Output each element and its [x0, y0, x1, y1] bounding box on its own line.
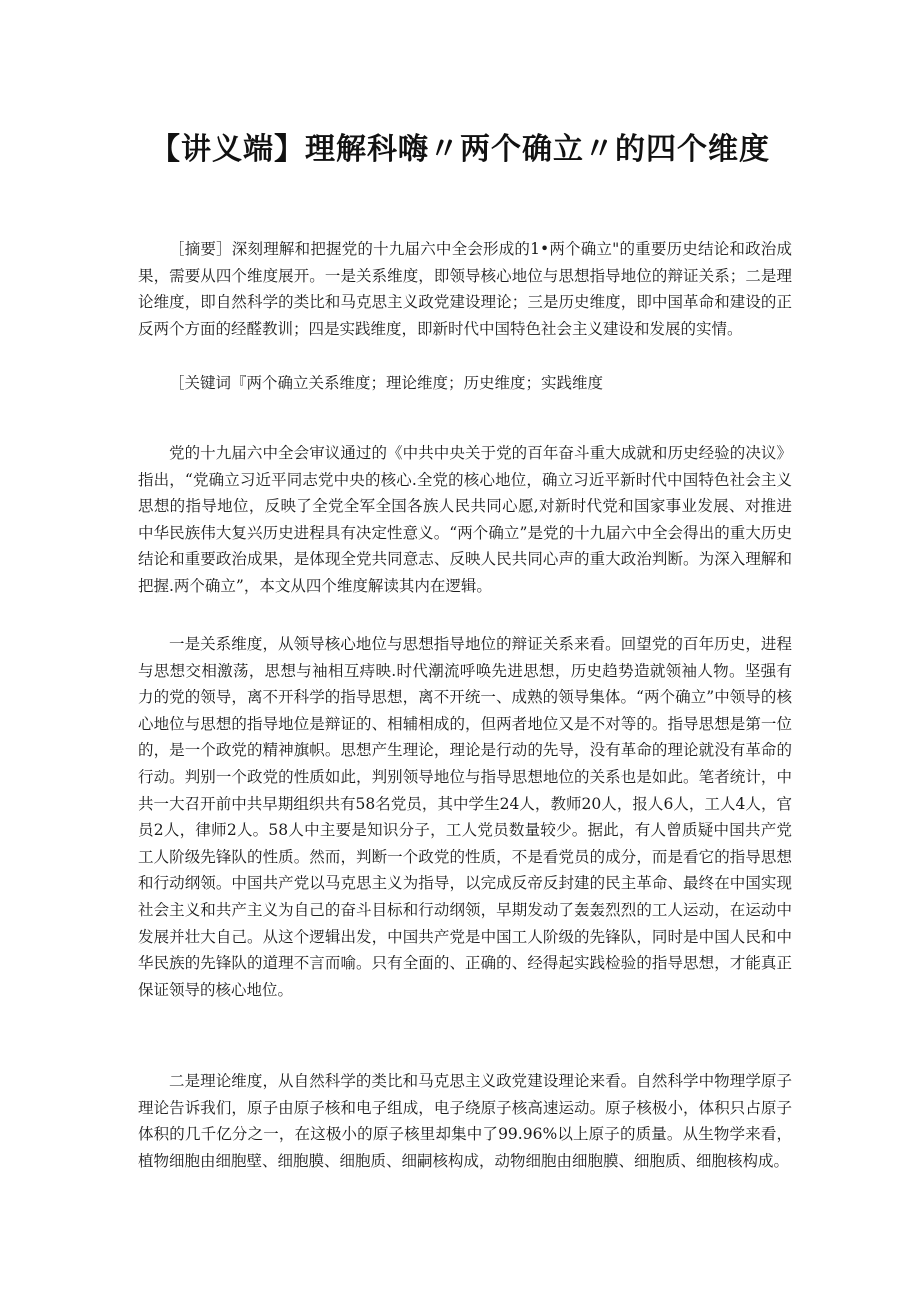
abstract-block: [138, 236, 792, 342]
keywords-paragraph: ［关键词『两个确立关系维度；理论维度；历史维度；实践维度: [169, 374, 604, 392]
body-paragraph: 党的十九届六中全会审议通过的《中共中央关于党的百年奋斗重大成就和历史经验的决议》指出，“党确立习近平同志党中央的核心.全党的核心地位，确立习近平新时代中国特色社会主义思想的指导地位，反映了全党全军全国各族人民共同心愿,对新时代党和国家事业发展、对推进中华民族伟大复兴历史进程具有决定性意义。“两个确立”是党的十九届六中全会得出的重大历史结论和重要政治成果，是体现全党共同意志、反映人民共同心声的重大政治判断。为深入理解和把握.两个确立”，本文从四个维度解读其内在逻辑。: [138, 444, 792, 595]
body-paragraph-block: [138, 1068, 792, 1174]
body-paragraph-block: [138, 631, 792, 1003]
body-paragraph-block: [138, 440, 792, 600]
abstract-paragraph: ［摘要］深刻理解和把握党的十九届六中全会形成的1•两个确立"的重要历史结论和政治成果，需要从四个维度展开。一是关系维度，即领导核心地位与思想指导地位的辩证关系；二是理论维度，即自然科学的类比和马克思主义政党建设理论；三是历史维度，即中国革命和建设的正反两个方面的经醛教训；四是实践维度，即新时代中国特色社会主义建设和发展的实情。: [138, 240, 792, 338]
document-title: 【讲义端】理解科嗨〃两个确立〃的四个维度: [150, 132, 770, 167]
body-paragraph: 二是理论维度，从自然科学的类比和马克思主义政党建设理论来看。自然科学中物理学原子理论告诉我们，原子由原子核和电子组成，电子绕原子核高速运动。原子核极小，体积只占原子体积的几千亿分之一，在这极小的原子核里却集中了99.96%以上原子的质量。从生物学来看，植物细胞由细胞壁、细胞膜、细胞质、细嗣核构成，动物细胞由细胞膜、细胞质、细胞核构成。: [138, 1072, 792, 1170]
keywords-block: [138, 370, 792, 397]
body-paragraph: 一是关系维度，从领导核心地位与思想指导地位的辩证关系来看。回望党的百年历史，进程与思想交相激荡，思想与袖相互痔映.时代潮流呼唤先进思想，历史趋势造就领袖人物。坚强有力的党的领导，离不开科学的指导思想，离不开统一、成熟的领导集体。“两个确立”中领导的核心地位与思想的指导地位是辩证的、相辅相成的，但两者地位又是不对等的。指导思想是第一位的，是一个政党的精神旗帜。思想产生理论，理论是行动的先导，没有革命的理论就没有革命的行动。判别一个政党的性质如此，判别领导地位与指导思想地位的关系也是如此。笔者统计，中共一大召开前中共早期组织共有58名党员，其中学生24人，教师20人，报人6人，工人4人，官员2人，律师2人。58人中主要是知识分子，工人党员数量较少。据此，有人曾质疑中国共产党工人阶级先锋队的性质。然而，判断一个政党的性质，不是看党员的成分，而是看它的指导思想和行动纲领。中国共产党以马克思主义为指导，以完成反帝反封建的民主革命、最终在中国实现社会主义和共产主义为自己的奋斗目标和行动纲领，早期发动了轰轰烈烈的工人运动，在运动中发展并壮大自己。从这个逻辑出发，中国共产党是中国工人阶级的先锋队，同时是中国人民和中华民族的先锋队的道理不言而喻。只有全面的、正确的、经得起实践检验的指导思想，才能真正保证领导的核心地位。: [138, 635, 792, 999]
